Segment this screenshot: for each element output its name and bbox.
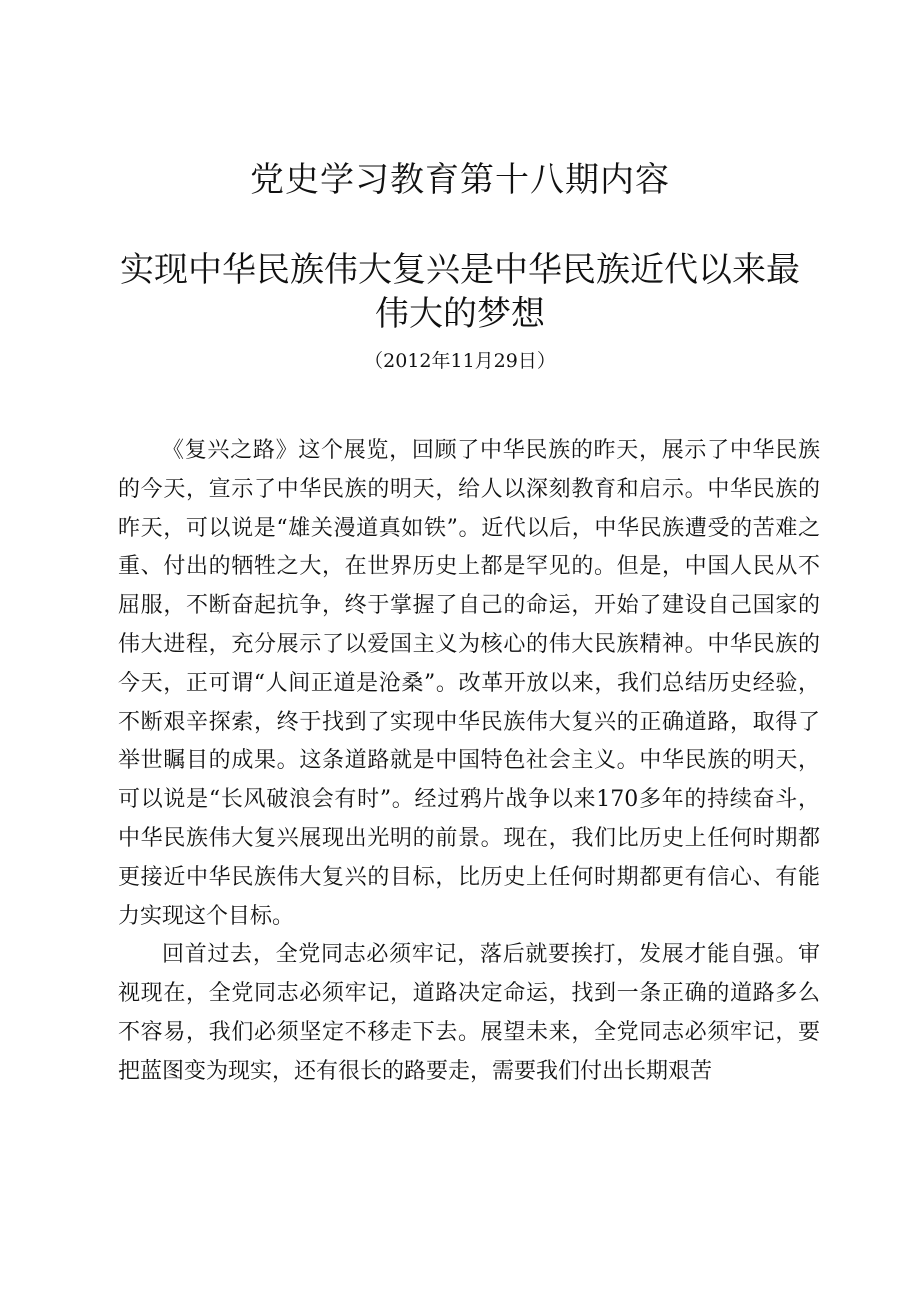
body-text [118, 432, 820, 1092]
paragraph: 《复兴之路》这个展览，回顾了中华民族的昨天，展示了中华民族的今天，宣示了中华民族的明天，给人以深刻教育和启示。中华民族的昨天，可以说是“雄关漫道真如铁”。近代以后，中华民族遭受的苦难之重、付出的牺牲之大，在世界历史上都是罕见的。但是，中国人民从不屈服，不断奋起抗争，终于掌握了自己的命运，开始了建设自己国家的伟大进程，充分展示了以爱国主义为核心的伟大民族精神。中华民族的今天，正可谓“人间正道是沧桑”。改革开放以来，我们总结历史经验，不断艰辛探索，终于找到了实现中华民族伟大复兴的正确道路，取得了举世瞩目的成果。这条道路就是中国特色社会主义。中华民族的明天，可以说是“长风破浪会有时”。经过鸦片战争以来170多年的持续奋斗，中华民族伟大复兴展现出光明的前景。现在，我们比历史上任何时期都更接近中华民族伟大复兴的目标，比历史上任何时期都更有信心、有能力实现这个目标。 [118, 438, 820, 929]
series-title: 党史学习教育第十八期内容 [250, 160, 670, 200]
main-title: 实现中华民族伟大复兴是中华民族近代以来最伟大的梦想 [120, 250, 800, 334]
paragraph: 回首过去，全党同志必须牢记，落后就要挨打，发展才能自强。审视现在，全党同志必须牢记，道路决定命运，找到一条正确的道路多么不容易，我们必须坚定不移走下去。展望未来，全党同志必须牢记，要把蓝图变为现实，还有很长的路要走，需要我们付出长期艰苦 [118, 942, 820, 1084]
date-line: （2012年11月29日） [364, 350, 556, 372]
